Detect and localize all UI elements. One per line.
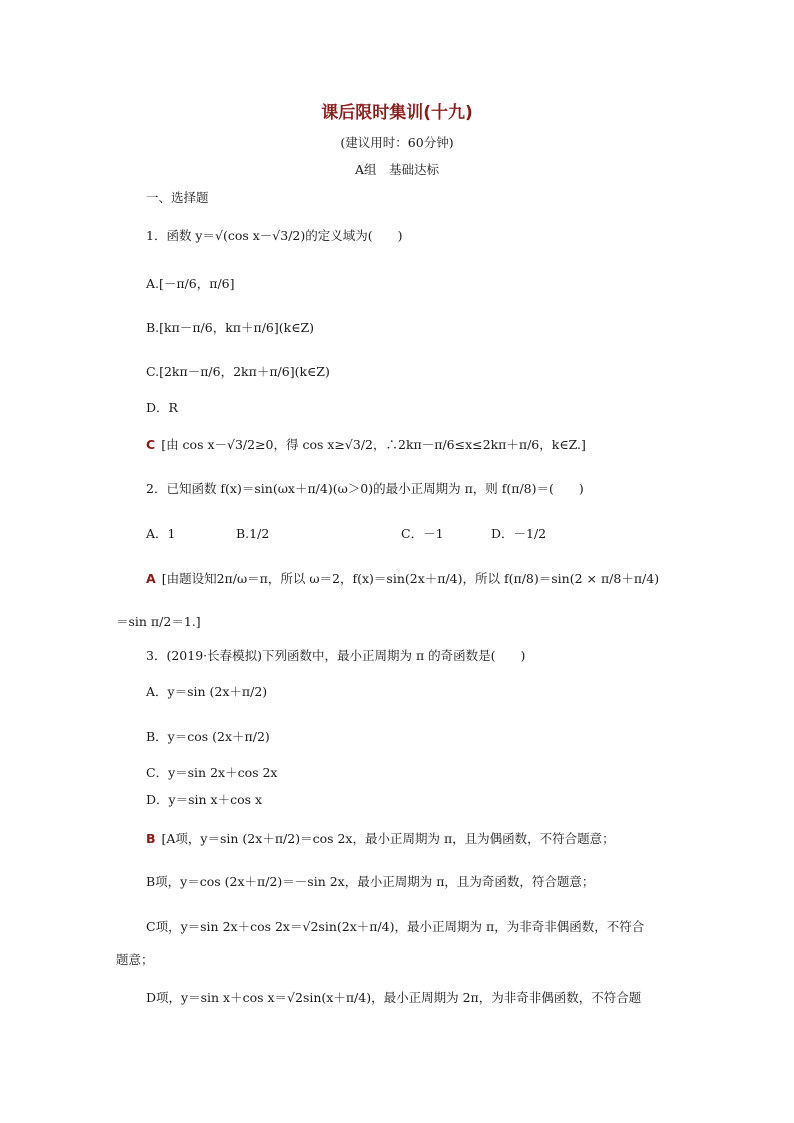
page-title: 课后限时集训(十九) <box>321 103 473 123</box>
question-3-option-d: D．y＝sin x＋cos x <box>146 792 263 807</box>
question-2-option-c: C．－1 <box>401 526 444 541</box>
question-3-option-a: A．y＝sin (2x＋π/2) <box>146 684 268 699</box>
time-note: (建议用时：60分钟) <box>340 135 454 150</box>
question-3-explanation-d: D项，y＝sin x＋cos x＝√2sin(x＋π/4)，最小正周期为 2π，为非奇非偶函数，不符合题 <box>146 990 642 1005</box>
question-2-options <box>146 524 546 544</box>
question-1-answer: C <box>146 437 156 452</box>
question-3-explanation-c-cont: 题意； <box>116 952 154 967</box>
question-2-solution <box>146 569 659 589</box>
question-1-explanation: [由 cos x－√3/2≥0，得 cos x≥√3/2，∴2kπ－π/6≤x≤2kπ＋π/6，k∈Z.] <box>161 437 586 452</box>
question-3-explanation-a: [A项，y＝sin (2x＋π/2)＝cos 2x，最小正周期为 π，且为偶函数，不符合题意； <box>161 831 615 846</box>
question-1-option-c: C.[2kπ－π/6，2kπ＋π/6](k∈Z) <box>146 364 330 379</box>
question-1-stem: 1．函数 y＝√(cos x－√3/2)的定义域为( ) <box>146 228 403 243</box>
question-3-answer: B <box>146 831 156 846</box>
question-2-stem: 2．已知函数 f(x)＝sin(ωx＋π/4)(ω＞0)的最小正周期为 π，则 f(π/8)＝( ) <box>146 481 584 496</box>
question-2-explanation-cont: ＝sin π/2＝1.] <box>116 614 201 629</box>
question-2-option-b: B.1/2 <box>236 526 270 541</box>
question-1-solution <box>146 435 586 455</box>
question-3-option-c: C．y＝sin 2x＋cos 2x <box>146 765 278 780</box>
question-3-option-b: B．y＝cos (2x＋π/2) <box>146 729 270 744</box>
group-heading: A组 基础达标 <box>354 162 440 177</box>
question-3-solution <box>146 829 615 849</box>
question-1-option-b: B.[kπ－π/6，kπ＋π/6](k∈Z) <box>146 320 315 335</box>
question-2-answer: A <box>146 571 156 586</box>
question-3-explanation-b: B项，y＝cos (2x＋π/2)＝－sin 2x，最小正周期为 π，且为奇函数，符合题意； <box>146 874 595 889</box>
question-3-stem: 3．(2019·长春模拟)下列函数中，最小正周期为 π 的奇函数是( ) <box>146 648 526 663</box>
question-2-explanation: [由题设知2π/ω＝π，所以 ω＝2，f(x)＝sin(2x＋π/4)，所以 f(π/8)＝sin(2 × π/8＋π/4) <box>161 571 660 586</box>
question-3-explanation-c: C项，y＝sin 2x＋cos 2x＝√2sin(2x＋π/4)，最小正周期为 π，为非奇非偶函数，不符合 <box>146 919 645 934</box>
question-1-option-d: D．R <box>146 400 178 415</box>
question-1-option-a: A.[－π/6，π/6] <box>146 276 235 291</box>
question-2-option-a: A．1 <box>146 526 176 541</box>
question-2-option-d: D．－1/2 <box>491 526 547 541</box>
section-heading: 一、选择题 <box>146 190 209 205</box>
